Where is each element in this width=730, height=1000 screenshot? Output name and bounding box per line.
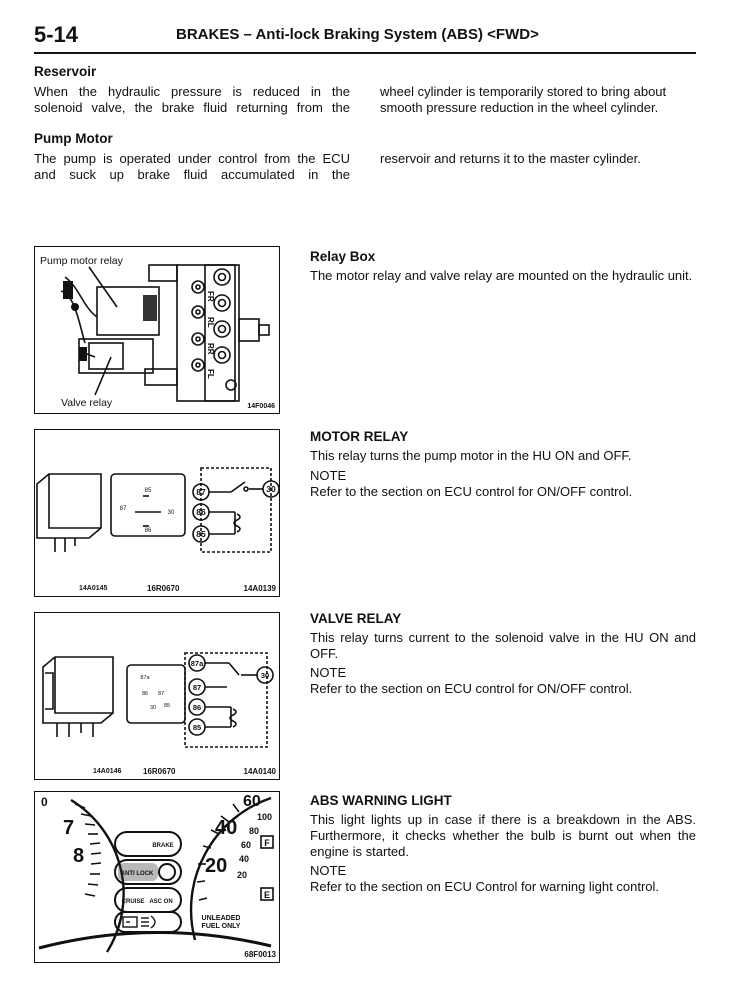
tach-number: 7: [63, 817, 75, 839]
socket-label: 87: [119, 506, 127, 512]
speed-number: 20: [205, 855, 228, 877]
fuel-label-line: FUEL ONLY: [201, 923, 241, 930]
figure-code: 14A0139: [243, 584, 276, 593]
socket-label: 30: [167, 510, 175, 516]
terminal-label: 85: [192, 723, 202, 732]
reservoir-left-line: When the hydraulic pressure is reduced in the: [34, 84, 350, 99]
reservoir-right-line: wheel cylinder is temporarily stored to bring about: [380, 84, 667, 99]
page-title: BRAKES – Anti-lock Braking System (ABS) <FWD>: [176, 26, 539, 43]
pump-motor-left-text: [34, 151, 350, 183]
speed-number: 80: [249, 826, 260, 836]
terminal-label: 85: [196, 529, 206, 539]
tach-number: 8: [73, 845, 85, 867]
terminal-label: 86: [192, 703, 202, 712]
figure-code: 14A0146: [93, 768, 122, 775]
motor-relay-drawing: [35, 430, 279, 596]
valve-relay-drawing: [35, 613, 279, 779]
abs-warning-heading: ABS WARNING LIGHT: [310, 793, 452, 808]
brake-lamp-label: BRAKE: [152, 843, 174, 849]
valve-relay-figure: [34, 612, 280, 780]
speed-number: 40: [239, 854, 250, 864]
motor-relay-note-label: NOTE: [310, 468, 347, 483]
reservoir-left-line: solenoid valve, the brake fluid returning from the: [34, 100, 350, 115]
figure-code: 14A0145: [79, 585, 108, 592]
abs-warning-note-label: NOTE: [310, 863, 347, 878]
motor-relay-figure: [34, 429, 280, 597]
socket-label: 86: [141, 691, 149, 697]
motor-relay-heading: MOTOR RELAY: [310, 429, 409, 444]
valve-relay-label: Valve relay: [61, 397, 113, 409]
terminal-label: 30: [266, 484, 276, 494]
pump-motor-right-line: reservoir and returns it to the master cylinder.: [380, 151, 641, 166]
battery-icon: [123, 917, 137, 927]
terminal-label: 87: [196, 487, 206, 497]
pump-motor-heading: Pump Motor: [34, 131, 113, 146]
port-label: FL: [206, 369, 215, 379]
headlight-icon: [141, 916, 155, 928]
abs-warning-text: This light lights up in case if there is a breakdown in the ABS. Furthermore, it checks whether the bulb is burnt out when the engine is started.: [310, 812, 696, 859]
asc-lamp-label: ASC ON: [149, 899, 173, 905]
pump-motor-relay-label: Pump motor relay: [40, 255, 123, 267]
page-header: [34, 22, 696, 54]
socket-label: 85: [163, 703, 171, 709]
speed-number: 60: [243, 793, 261, 810]
reservoir-right-text: [380, 84, 698, 116]
figure-code: 16R0670: [143, 767, 176, 776]
relay-box-heading: Relay Box: [310, 249, 376, 264]
speed-number: 100: [257, 812, 273, 822]
abs-warning-figure: [34, 791, 280, 963]
port-label: FR: [206, 291, 215, 302]
figure-code: 68F0013: [244, 950, 276, 959]
terminal-label: 86: [196, 507, 206, 517]
valve-relay-heading: VALVE RELAY: [310, 611, 402, 626]
terminal-label: 87: [192, 683, 202, 692]
port-label: RL: [206, 317, 215, 328]
pump-motor-left-line: The pump is operated under control from the ECU: [34, 151, 350, 166]
speed-number: 40: [215, 817, 238, 839]
valve-relay-note-text: Refer to the section on ECU control for ON/OFF control.: [310, 681, 633, 696]
motor-relay-text: This relay turns the pump motor in the HU ON and OFF.: [310, 448, 632, 463]
relay-box-figure: [34, 246, 280, 414]
terminal-label: 87a: [190, 659, 204, 668]
page-number: 5-14: [34, 22, 79, 47]
figure-code: 16R0670: [147, 584, 180, 593]
pump-motor-left-line: and suck up brake fluid accumulated in the: [34, 167, 350, 182]
socket-label: 87a: [140, 675, 150, 681]
reservoir-heading: Reservoir: [34, 64, 97, 79]
anti-lock-lamp-label: ANTI LOCK: [120, 871, 154, 877]
reservoir-left-text: [34, 84, 350, 116]
fuel-mark-full: F: [264, 838, 270, 848]
fuel-label-line: UNLEADED: [201, 915, 241, 922]
reservoir-right-line: smooth pressure reduction in the wheel cylinder.: [380, 100, 659, 115]
figure-code: 14F0046: [247, 403, 275, 410]
terminal-label: 30: [260, 671, 270, 680]
socket-label: 86: [144, 528, 152, 534]
valve-relay-note-label: NOTE: [310, 665, 347, 680]
abs-warning-note-text: Refer to the section on ECU Control for warning light control.: [310, 879, 660, 894]
fuel-mark-empty: E: [263, 890, 271, 900]
socket-label: 30: [149, 705, 157, 711]
relay-box-text: The motor relay and valve relay are mounted on the hydraulic unit.: [310, 268, 693, 283]
port-label: RR: [206, 343, 215, 355]
motor-relay-note-text: Refer to the section on ECU control for ON/OFF control.: [310, 484, 633, 499]
instrument-cluster-drawing: [35, 792, 279, 962]
pump-motor-right-text: [380, 151, 698, 167]
tach-number: 0: [41, 795, 48, 809]
hydraulic-unit-drawing: [35, 247, 279, 413]
socket-label: 87: [157, 691, 165, 697]
speed-number: 20: [237, 870, 248, 880]
figure-code: 14A0140: [243, 767, 276, 776]
speed-number: 60: [241, 840, 252, 850]
valve-relay-text: This relay turns current to the solenoid valve in the HU ON and OFF.: [310, 630, 696, 661]
socket-label: 85: [144, 488, 152, 494]
cruise-lamp-label: CRUISE: [121, 899, 145, 905]
